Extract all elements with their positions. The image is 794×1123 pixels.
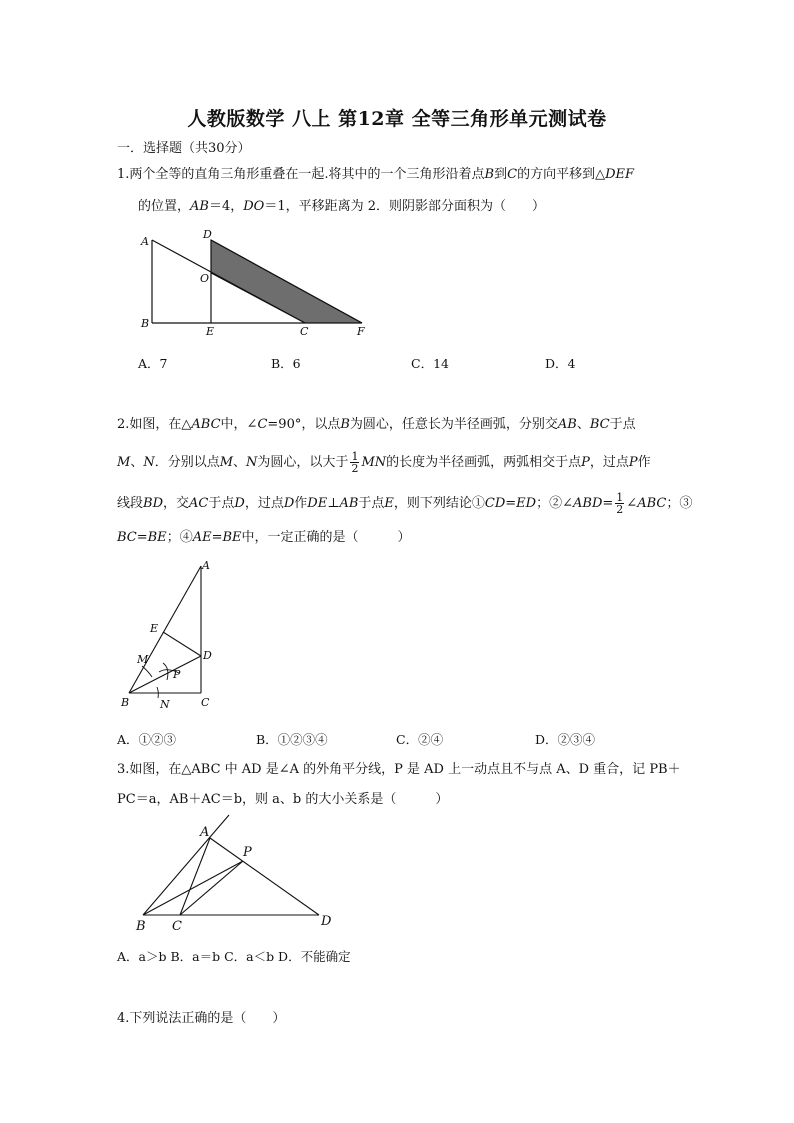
q1-label-o: O bbox=[200, 272, 210, 285]
q1-option-c[interactable]: C．14 bbox=[411, 356, 449, 371]
q1-label-e: E bbox=[206, 325, 215, 338]
section-heading: 一．选择题（共30分） bbox=[117, 141, 251, 156]
q2-option-b[interactable]: B．①②③④ bbox=[256, 732, 328, 747]
q2-label-b: B bbox=[121, 696, 130, 709]
q2-line1 bbox=[117, 416, 636, 434]
q2-ae-be: AE=BE bbox=[192, 530, 242, 545]
q2-t8: 的长度为半径画弧，两弧相交于点 bbox=[386, 455, 582, 470]
q1-text-eq4: ＝4， bbox=[208, 199, 244, 214]
q2-n: N bbox=[143, 455, 155, 470]
q2-t15: 作 bbox=[294, 496, 308, 511]
q2-abc: ABC bbox=[191, 417, 221, 432]
q1-label-c: C bbox=[300, 325, 309, 338]
q1-text-to: 到 bbox=[494, 167, 508, 182]
q2-option-c[interactable]: C．②④ bbox=[396, 732, 444, 747]
q2-t19: = bbox=[602, 496, 614, 511]
q1-def: DEF bbox=[605, 167, 635, 182]
q2-figure bbox=[115, 560, 225, 715]
q2-label-m: M bbox=[137, 653, 149, 666]
q2-c: C bbox=[257, 417, 268, 432]
q1-text-b: 的方向平移到△ bbox=[517, 167, 606, 182]
q2-line3 bbox=[117, 492, 692, 515]
q2-line2 bbox=[117, 451, 651, 474]
q2-ab: AB bbox=[557, 417, 577, 432]
q2-label-p: P bbox=[173, 668, 181, 681]
q1-text-d: ＝1，平移距离为 2．则阴影部分面积为（ ） bbox=[264, 199, 546, 214]
q1-text-a: 1.两个全等的直角三角形重叠在一起.将其中的一个三角形沿着点 bbox=[117, 167, 485, 182]
q2-abc2: ABC bbox=[637, 496, 667, 511]
q2-frac-num: 1 bbox=[351, 450, 359, 463]
q2-bc-be: BC=BE bbox=[117, 530, 167, 545]
q3-segment-pb bbox=[143, 861, 243, 915]
q2-label-n: N bbox=[160, 698, 170, 711]
q2-p2: P bbox=[628, 455, 638, 470]
q2-bd: BD bbox=[143, 496, 163, 511]
q3-segment-pc bbox=[180, 861, 243, 915]
page-title: 人教版数学 八上 第12章 全等三角形单元测试卷 bbox=[187, 108, 607, 130]
q2-t10: 作 bbox=[637, 455, 651, 470]
q2-segment-de bbox=[163, 632, 201, 656]
q2-cd-ed: CD=ED bbox=[484, 496, 537, 511]
q2-label-a: A bbox=[202, 560, 210, 572]
q2-fraction-half-2 bbox=[615, 492, 624, 515]
q2-t5: 于点 bbox=[609, 417, 636, 432]
q1-option-b[interactable]: B．6 bbox=[271, 356, 301, 371]
q2-n2: N bbox=[246, 455, 258, 470]
q2-t7: 为圆心，以大于 bbox=[257, 455, 349, 470]
q2-b: B bbox=[340, 417, 350, 432]
q1-label-d: D bbox=[203, 228, 212, 241]
q2-m: M bbox=[117, 455, 131, 470]
q3-label-c: C bbox=[172, 919, 182, 934]
q2-abd: ABD bbox=[573, 496, 603, 511]
q2-e: E bbox=[384, 496, 394, 511]
q1-option-a[interactable]: A．7 bbox=[138, 356, 168, 371]
q2-t17: ，则下列结论① bbox=[393, 496, 485, 511]
q2-arc-p1 bbox=[163, 663, 168, 680]
q1-label-f: F bbox=[357, 325, 365, 338]
q2-frac-num-2: 1 bbox=[616, 491, 624, 504]
q1-ab: AB bbox=[190, 199, 209, 214]
q2-label-e: E bbox=[150, 622, 159, 635]
q1-point-b: B bbox=[484, 167, 495, 182]
q2-t4: 为圆心，任意长为半径画弧，分别交 bbox=[349, 417, 558, 432]
q2-p: P bbox=[581, 455, 590, 470]
q3-line1: 3.如图，在△ABC 中 AD 是∠A 的外角平分线，P 是 AD 上一动点且不与点 A、D 重合，记 PB＋ bbox=[117, 762, 681, 777]
q2-t14: ，过点 bbox=[244, 496, 284, 511]
q1-line1 bbox=[117, 166, 634, 184]
q2-sep1: 、 bbox=[576, 417, 590, 432]
q3-segment-ad bbox=[210, 838, 319, 915]
q2-de: DE bbox=[307, 496, 328, 511]
q2-t21: ；③ bbox=[666, 496, 693, 511]
q3-label-b: B bbox=[136, 919, 146, 934]
q2-m2: M bbox=[219, 455, 234, 470]
q1-point-c: C bbox=[507, 167, 518, 182]
q2-t16: 于点 bbox=[358, 496, 385, 511]
q3-figure bbox=[128, 812, 343, 937]
q4-line1: 4.下列说法正确的是（ ） bbox=[117, 1011, 286, 1026]
q1-text-c: 的位置， bbox=[138, 199, 191, 214]
q3-label-a: A bbox=[200, 825, 210, 840]
q2-option-d[interactable]: D．②③④ bbox=[535, 732, 596, 747]
q2-sep3: 、 bbox=[233, 455, 247, 470]
q3-options[interactable]: A．a＞b B．a＝b C．a＜b D．不能确定 bbox=[117, 949, 351, 964]
q2-frac-den: 2 bbox=[351, 462, 359, 475]
q2-mn: MN bbox=[361, 455, 387, 470]
q2-option-a[interactable]: A．①②③ bbox=[117, 732, 177, 747]
q2-t22: ；④ bbox=[166, 530, 193, 545]
q3-label-d: D bbox=[321, 914, 332, 929]
q2-t3: =90°，以点 bbox=[267, 417, 341, 432]
q2-t9: ，过点 bbox=[589, 455, 629, 470]
q2-line4 bbox=[117, 529, 411, 547]
q1-label-b: B bbox=[141, 317, 150, 330]
q1-do: DO bbox=[243, 199, 265, 214]
q2-ac: AC bbox=[189, 496, 209, 511]
q2-bc: BC bbox=[589, 417, 610, 432]
q2-t11: 线段 bbox=[117, 496, 144, 511]
q2-fraction-half bbox=[350, 451, 359, 474]
q1-figure bbox=[130, 225, 380, 340]
q2-t1: 2.如图，在△ bbox=[117, 417, 192, 432]
q2-perp: ⊥ bbox=[327, 496, 340, 511]
q3-line2: PC＝a，AB＋AC＝b，则 a、b 的大小关系是（ ） bbox=[117, 792, 449, 807]
q2-t12: ，交 bbox=[163, 496, 190, 511]
q2-t18: ；②∠ bbox=[536, 496, 574, 511]
q2-ab2: AB bbox=[339, 496, 359, 511]
q3-label-p: P bbox=[243, 845, 252, 860]
q2-t23: 中，一定正确的是（ ） bbox=[241, 530, 411, 545]
q2-t20: ∠ bbox=[626, 496, 638, 511]
q2-t13: 于点 bbox=[208, 496, 235, 511]
q2-d: D bbox=[234, 496, 245, 511]
q2-arc-m bbox=[142, 666, 152, 677]
q2-label-c: C bbox=[201, 696, 210, 709]
q2-frac-den-2: 2 bbox=[616, 503, 624, 516]
q1-option-d[interactable]: D．4 bbox=[545, 356, 576, 371]
q1-label-a: A bbox=[141, 235, 149, 248]
q2-sep2: 、 bbox=[130, 455, 144, 470]
q3-segment-ac bbox=[180, 838, 210, 915]
q2-t6: ．分别以点 bbox=[154, 455, 220, 470]
q1-line2 bbox=[138, 198, 545, 216]
q2-label-d: D bbox=[203, 649, 212, 662]
q2-t2: 中，∠ bbox=[220, 417, 258, 432]
q2-d2: D bbox=[283, 496, 295, 511]
